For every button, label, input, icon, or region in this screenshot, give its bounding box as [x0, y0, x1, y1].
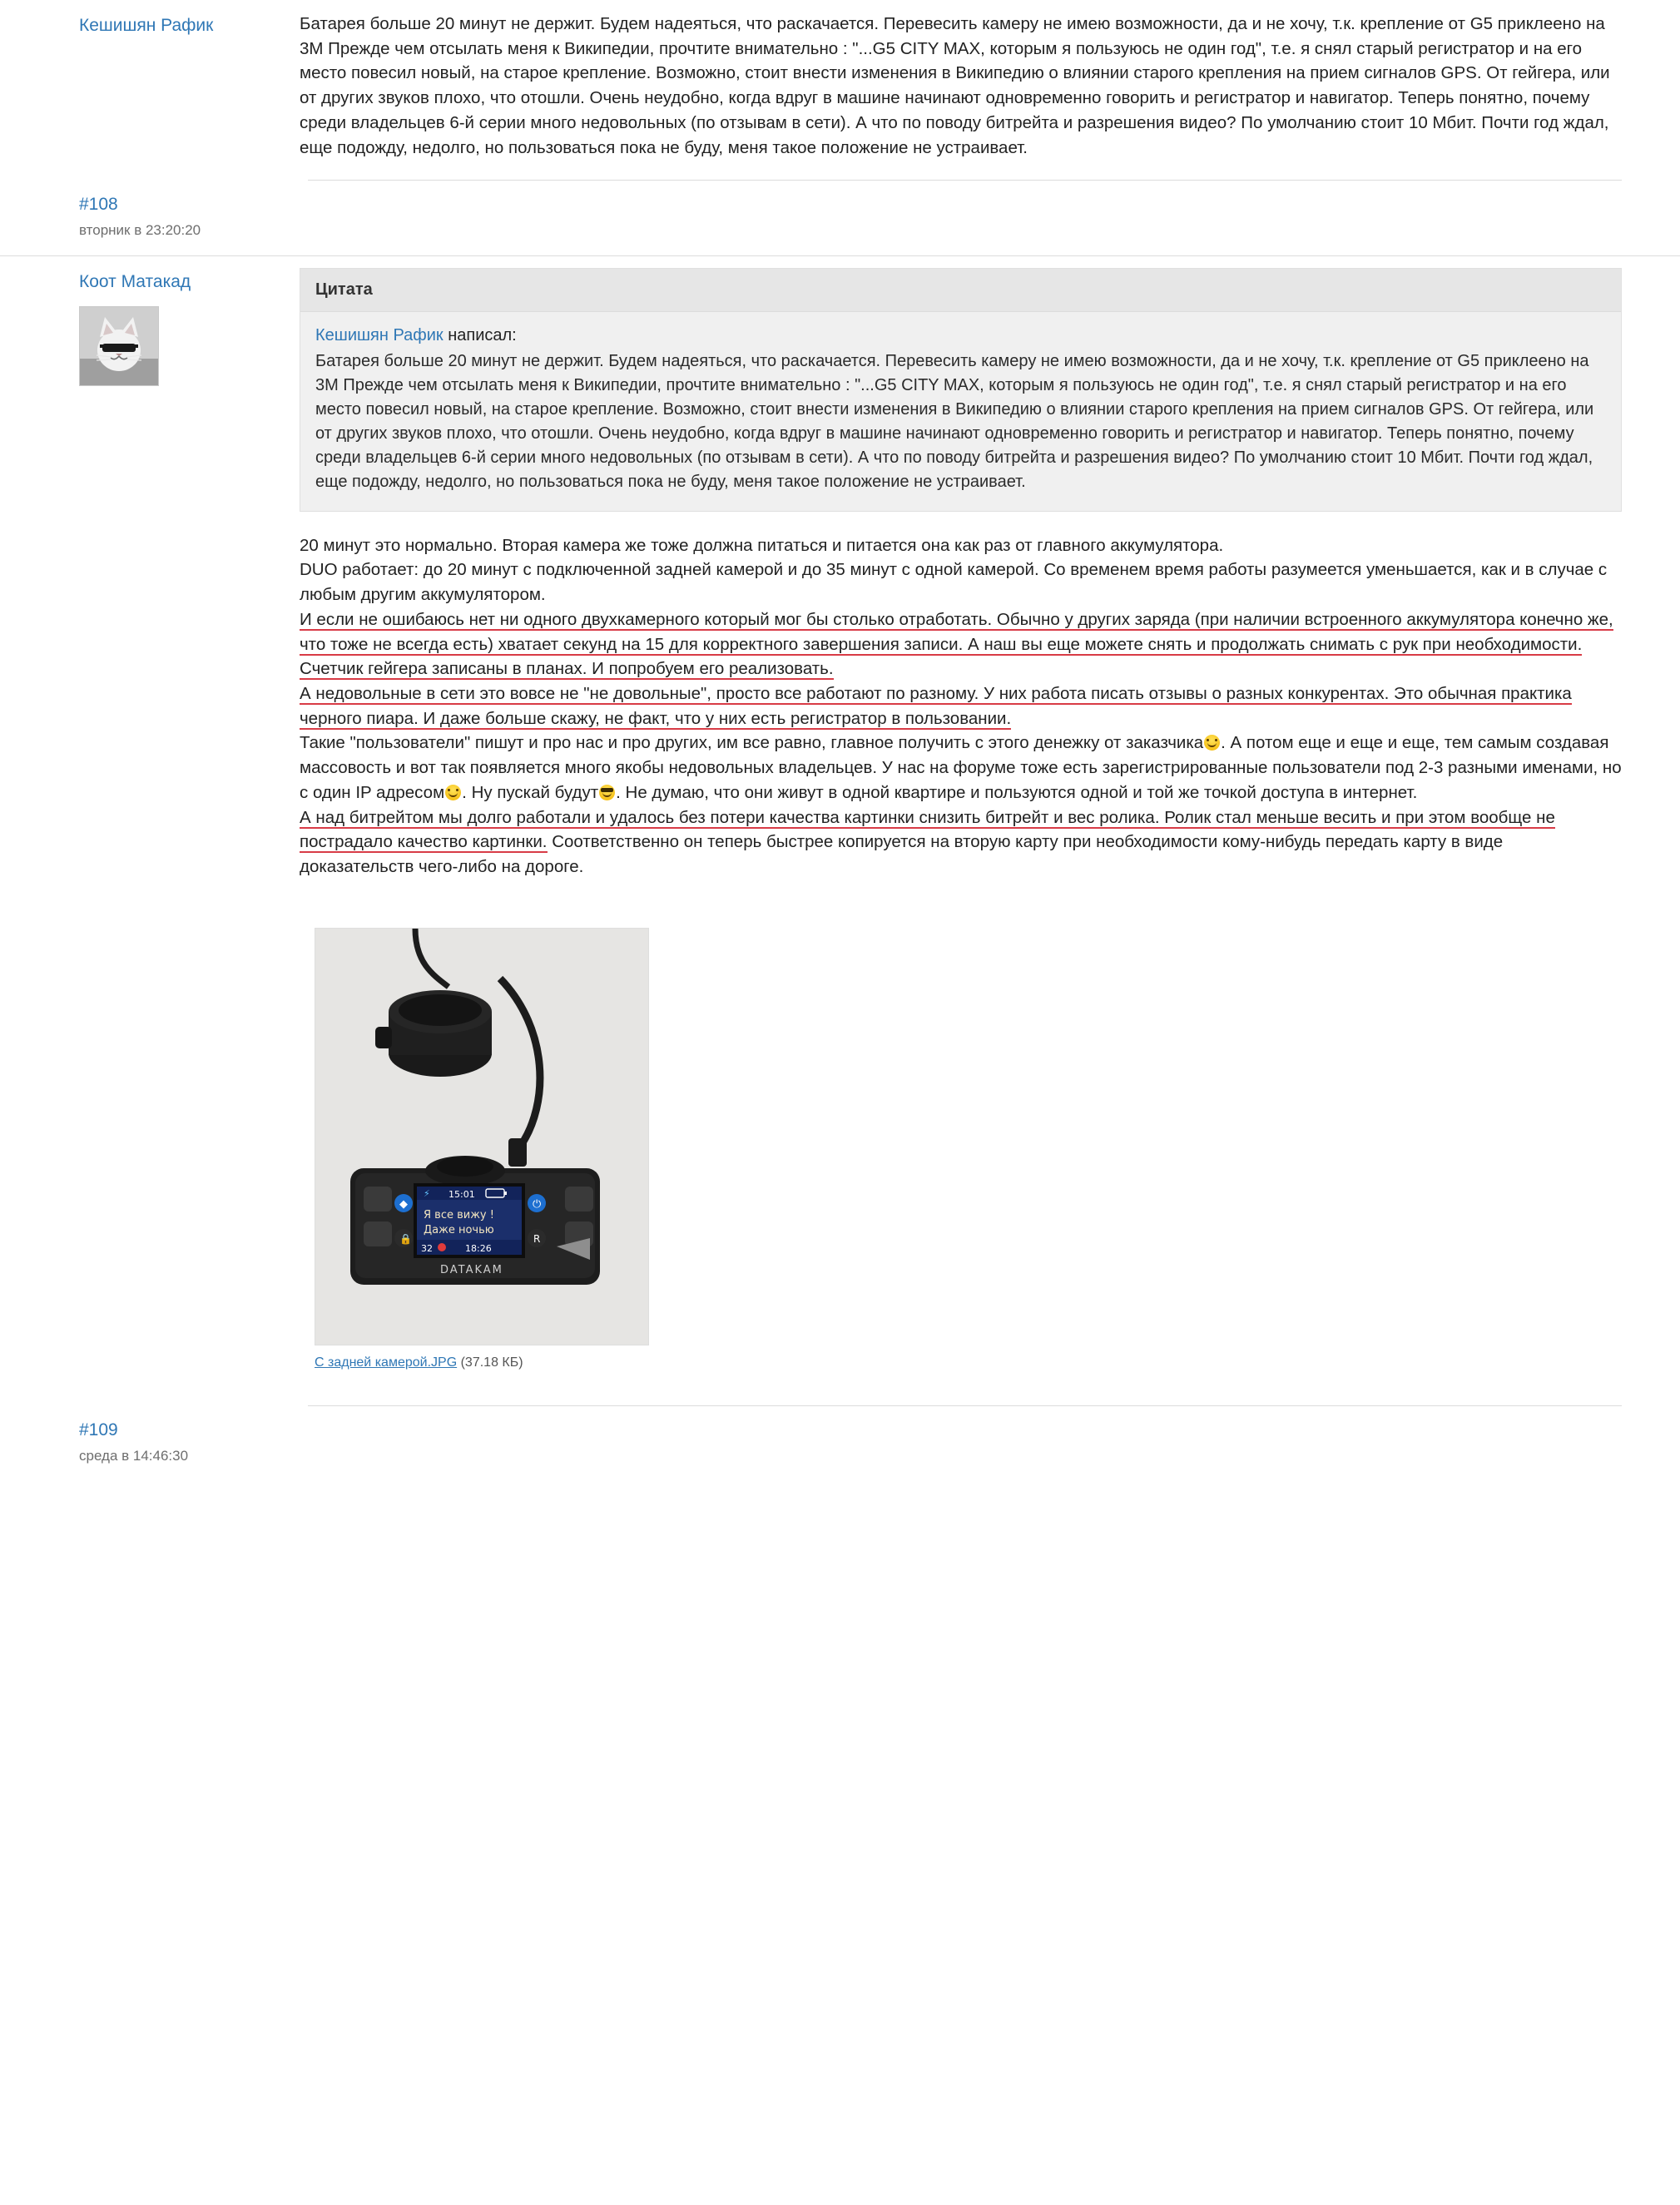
- avatar[interactable]: [79, 306, 159, 386]
- quote-author-line: [315, 324, 1606, 348]
- sunglasses-smiley-icon: [599, 785, 615, 800]
- quote-author-link[interactable]: Кешишян Рафик: [315, 325, 444, 344]
- smiley-icon-2: [445, 785, 461, 800]
- quote-block: [300, 268, 1622, 511]
- svg-text:⚡: ⚡: [424, 1187, 430, 1199]
- post-109-meta: [0, 1406, 1680, 1481]
- svg-text:R: R: [533, 1232, 541, 1245]
- svg-text:⏻: ⏻: [533, 1197, 542, 1211]
- post-108-timestamp: вторник в 23:20:20: [79, 222, 201, 239]
- quote-header: Цитата: [300, 269, 1621, 311]
- post-109-text: [300, 533, 1622, 880]
- attachment-photo[interactable]: [315, 928, 649, 1345]
- post-108-body: [300, 0, 1680, 160]
- highlight-3: А недовольные в сети это вовсе не "не довольные", просто все работают по разному. У них работа писать отзывы о разных конкурентах. Это обычная практика черного пиара. И даже больше скажу, не факт, что у них есть регистратор в пользовании.: [300, 683, 1572, 728]
- post-108-permalink[interactable]: #108: [79, 195, 118, 215]
- post-109-body: [300, 256, 1680, 1372]
- post-108-author-link[interactable]: Кешишян Рафик: [79, 16, 214, 35]
- highlight-4: А над битрейтом мы долго работали и удалось без потери качества картинки снизить битрейт и вес ролика. Ролик стал меньше весить и при этом вообще не пострадало качество картинки.: [300, 807, 1555, 852]
- paragraph-6-part-a: Такие "пользователи" пишут и про нас и про других, им все равно, главное получить с этого денежку от заказчика: [300, 733, 1204, 753]
- dashcam-photo: [315, 929, 648, 1345]
- svg-text:Я все вижу !: Я все вижу !: [424, 1208, 494, 1221]
- svg-text:DATAKAM: DATAKAM: [440, 1263, 503, 1276]
- svg-text:Даже ночью: Даже ночью: [424, 1223, 494, 1236]
- quote-wrote-label: написал:: [443, 325, 517, 344]
- post-108-side: [0, 0, 300, 38]
- post-109-timestamp: среда в 14:46:30: [79, 1448, 189, 1464]
- attachment: [315, 928, 1622, 1373]
- paragraph-2: DUO работает: до 20 минут с подключенной задней камерой и до 35 минут с одной камерой. Со временем время работы разумеется уменьшается, как и в случае с любым другим аккумулятором.: [300, 560, 1608, 605]
- svg-text:18:26: 18:26: [465, 1242, 492, 1254]
- paragraph-3: [300, 607, 1622, 657]
- paragraph-6-part-c: . Ну пускай будут: [462, 782, 599, 802]
- post-109-author-link[interactable]: Коот Матакад: [79, 272, 191, 292]
- paragraph-4: [300, 657, 1622, 681]
- svg-text:◆: ◆: [399, 1197, 408, 1211]
- svg-text:🔒: 🔒: [399, 1232, 412, 1245]
- paragraph-6: [300, 731, 1622, 805]
- avatar-cat-image: [80, 307, 158, 385]
- paragraph-5: [300, 681, 1622, 731]
- attachment-filename-link[interactable]: С задней камерой.JPG: [315, 1355, 458, 1370]
- svg-text:32: 32: [421, 1242, 433, 1254]
- quote-body: [300, 312, 1621, 511]
- attachment-size: (37.18 КБ): [460, 1355, 523, 1370]
- post-108-meta: [0, 181, 1680, 255]
- svg-text:15:01: 15:01: [448, 1188, 475, 1200]
- post-109-permalink[interactable]: #109: [79, 1420, 118, 1440]
- post-109: [0, 256, 1680, 1372]
- highlight-2: Счетчик гейгера записаны в планах. И попробуем его реализовать.: [300, 659, 834, 679]
- paragraph-6-part-b: . А потом еще и еще и еще, тем самым создавая массовость и вот так появляется много якобы недовольных владельцев. У нас на форуме тоже есть зарегистрированные пользователи под 2-3 разными именами, но с один IP адресом: [300, 733, 1622, 802]
- post-108-text: Батарея больше 20 минут не держит. Будем надеяться, что раскачается. Перевесить камеру не имею возможности, да и не хочу, т.к. крепление от G5 приклеено на 3М Прежде чем отсылать меня к Википедии, прочтите внимательно : "...G5 CITY MAX, которым я пользуюсь не один год", т.е. я снял старый регистратор и на его место повесил новый, на старое крепление. Возможно, стоит внести изменения в Википедию о влиянии старого крепления на прием сигналов GPS. От гейгера, или от других звуков плохо, что отошли. Очень неудобно, когда вдруг в машине начинают одновременно говорить и регистратор и навигатор. Теперь понятно, почему среди владельцев 6-й серии много недовольных (по отзывам в сети). А что по поводу битрейта и разрешения видео? По умолчанию стоит 10 Мбит. Почти год ждал, еще подожду, недолго, но пользоваться пока не буду, меня такое положение не устраивает.: [300, 14, 1610, 157]
- highlight-1: И если не ошибаюсь нет ни одного двухкамерного который мог бы столько отработать. Обычно у других заряда (при наличии встроенного аккумулятора конечно же, что тоже не всегда есть) хватает секунд на 15 для корректного завершения записи. А наш вы еще можете снять и продолжать снимать с рук при необходимости.: [300, 609, 1613, 654]
- post-108: [0, 0, 1680, 160]
- paragraph-6-part-d: . Не думаю, что они живут в одной квартире и пользуются одной и той же точкой доступа в интернет.: [616, 782, 1418, 802]
- attachment-caption: [315, 1354, 1622, 1373]
- paragraph-1: 20 минут это нормально. Вторая камера же тоже должна питаться и питается она как раз от главного аккумулятора.: [300, 535, 1224, 555]
- paragraph-7-tail: Соответственно он теперь быстрее копируется на вторую карту при необходимости кому-нибудь передать карту в виде доказательств чего-либо на дороге.: [300, 832, 1504, 876]
- quote-text: Батарея больше 20 минут не держит. Будем надеяться, что раскачается. Перевесить камеру не имею возможности, да и не хочу, т.к. крепление от G5 приклеено на 3М Прежде чем отсылать меня к Википедии, прочтите внимательно : "...G5 CITY MAX, которым я пользуюсь не один год", т.е. я снял старый регистратор и на его место повесил новый, на старое крепление. Возможно, стоит внести изменения в Википедию о влиянии старого крепления на прием сигналов GPS. От гейгера, или от других звуков плохо, что отошли. Очень неудобно, когда вдруг в машине начинают одновременно говорить и регистратор и навигатор. Теперь понятно, почему среди владельцев 6-й серии много недовольных (по отзывам в сети). А что по поводу битрейта и разрешения видео? По умолчанию стоит 10 Мбит. Почти год ждал, еще подожду, недолго, но пользоваться пока не буду, меня такое положение не устраивает.: [315, 351, 1594, 491]
- paragraph-7: [300, 805, 1622, 880]
- smiley-icon: [1204, 735, 1220, 751]
- post-109-side: [0, 256, 300, 386]
